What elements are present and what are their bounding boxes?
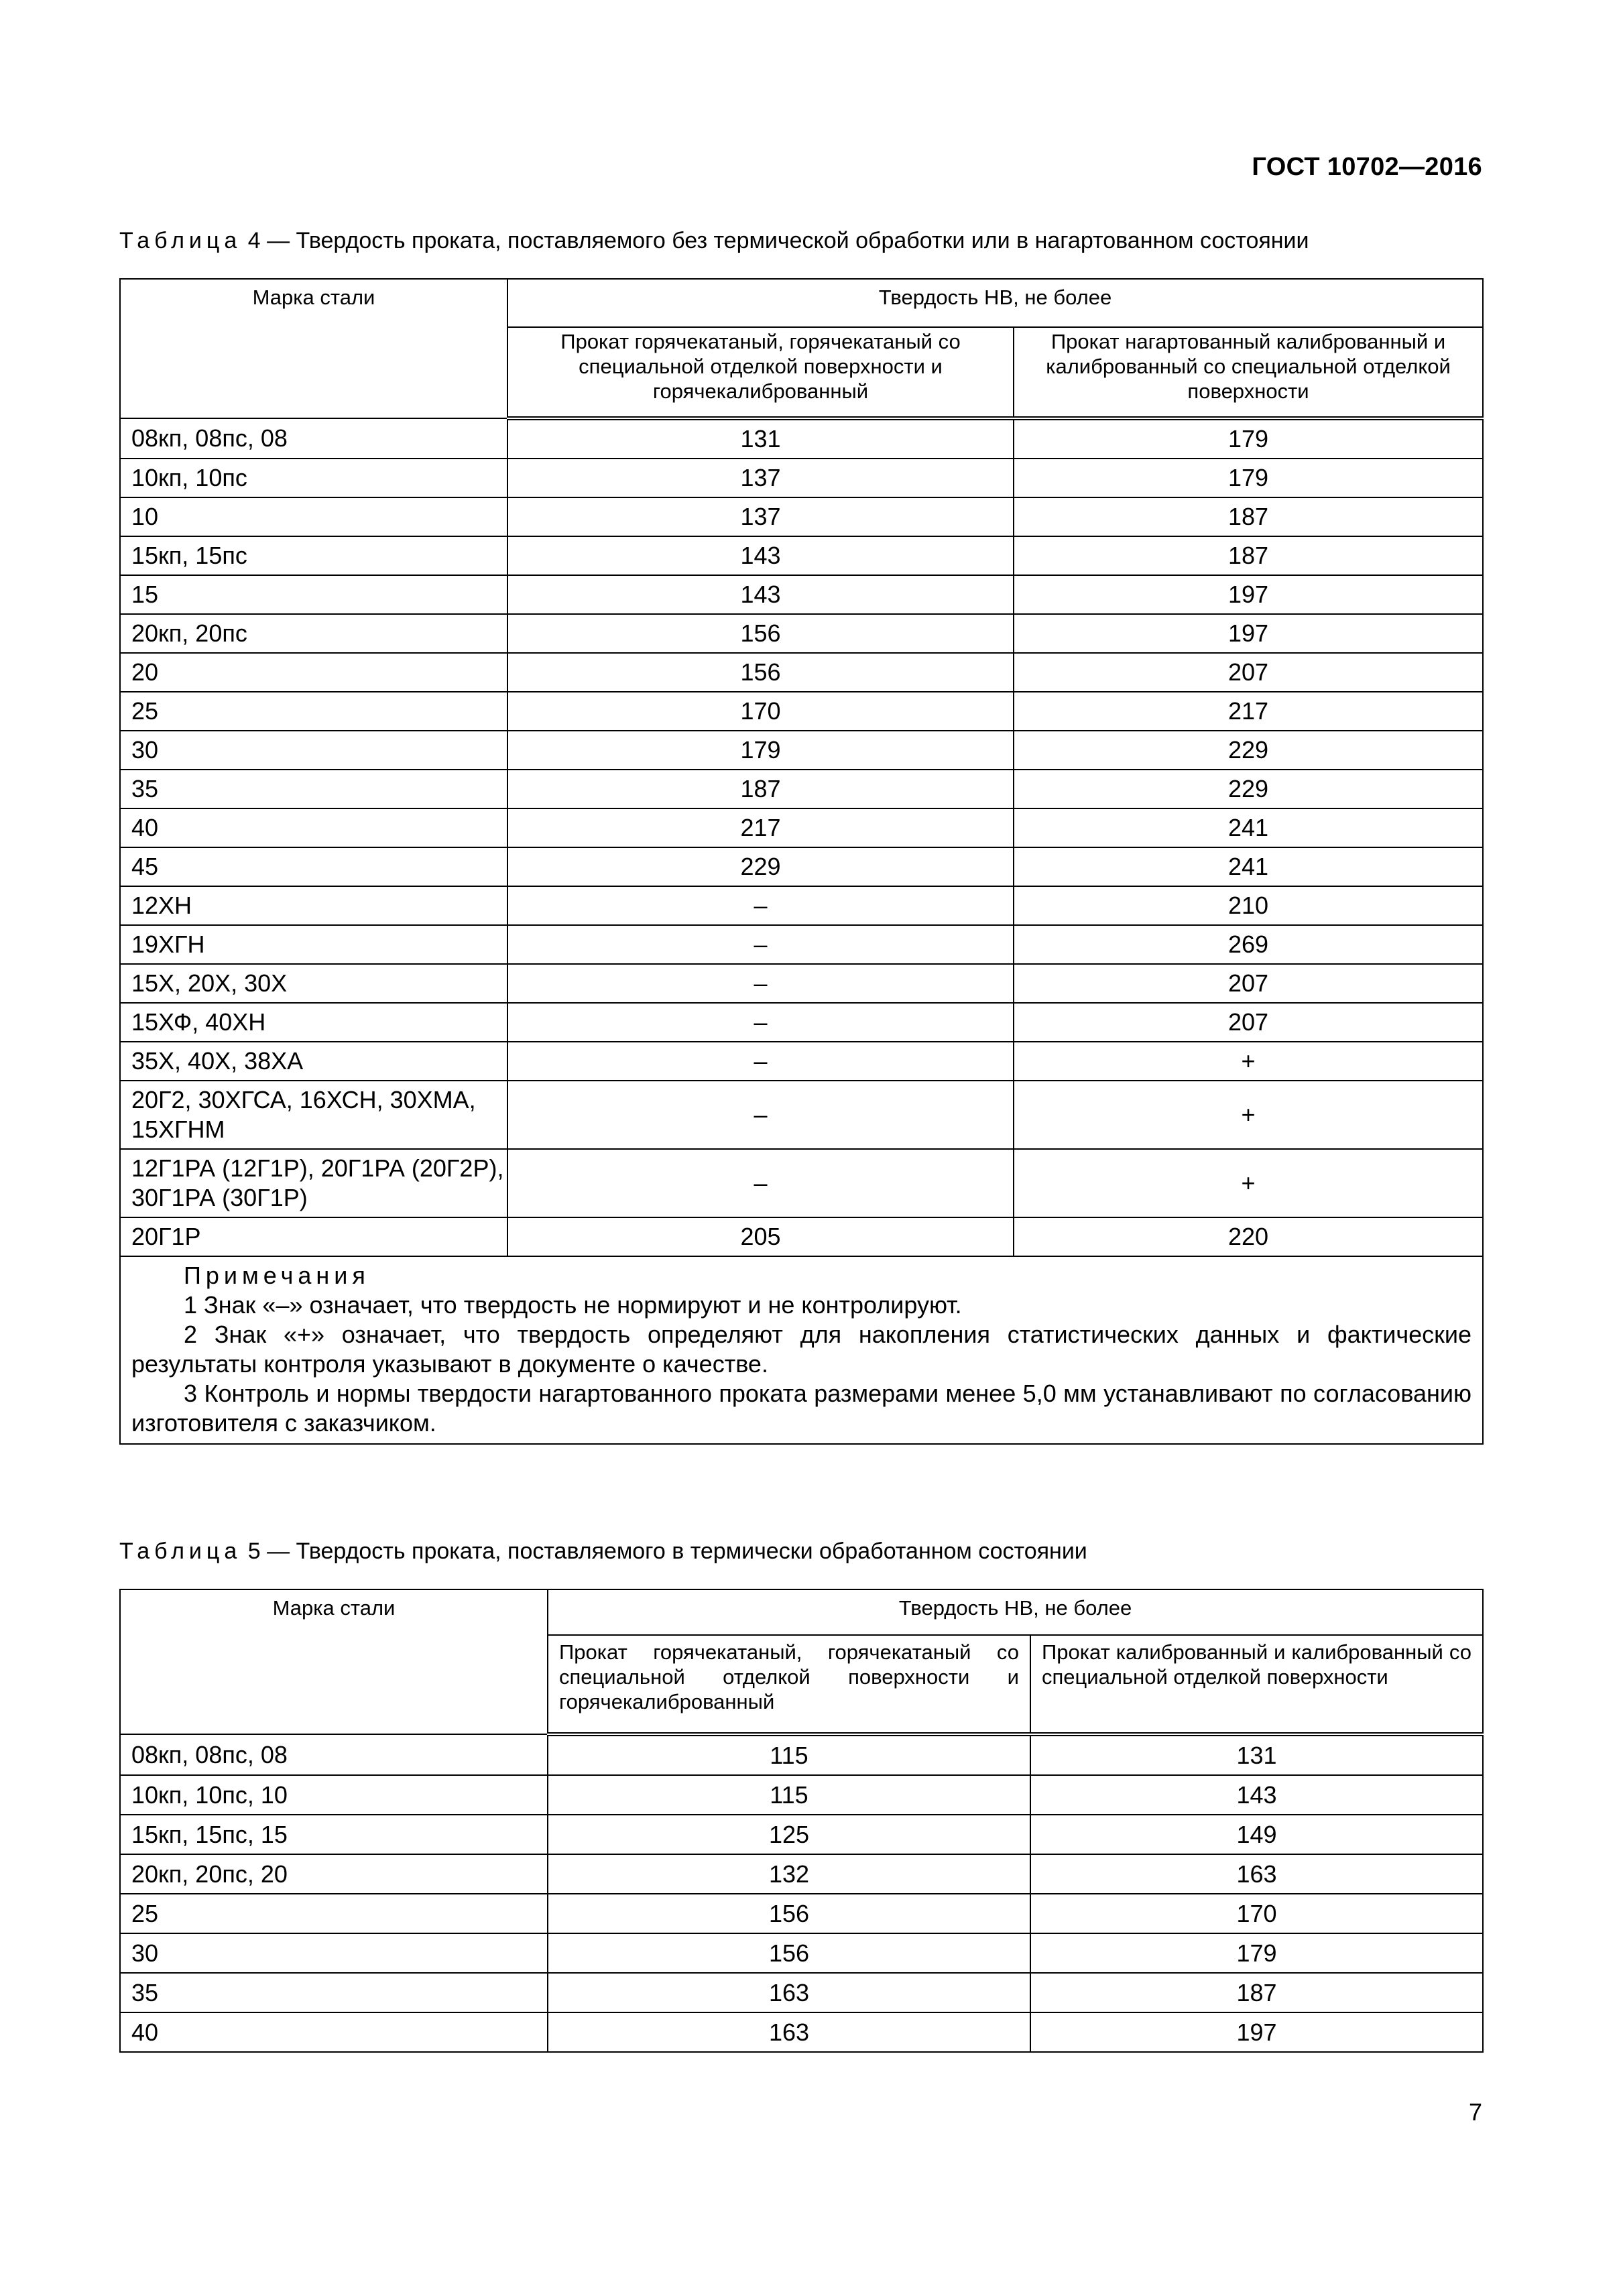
hardness-calibrated-cell: 179 (1014, 418, 1483, 459)
table4-row (120, 1149, 1483, 1217)
note-2: 2 Знак «+» означает, что твердость определяют для накопления статистических данных и фактические результаты контроля указывают в документе о качестве. (131, 1321, 1471, 1378)
steel-grade-cell: 10кп, 10пс, 10 (120, 1775, 548, 1815)
hardness-calibrated-cell: 269 (1014, 925, 1483, 964)
table5-row (120, 1815, 1483, 1854)
steel-grade-cell: 10кп, 10пс (120, 459, 507, 497)
table5-subheader-hot-rolled: Прокат горячекатаный, горячекатаный со специальной отделкой поверхности и горячекалиброванный (548, 1635, 1030, 1734)
table4-row (120, 497, 1483, 536)
steel-grade-cell: 45 (120, 847, 507, 886)
table4-notes-row (120, 1256, 1483, 1444)
hardness-hot-rolled-cell: 163 (548, 2012, 1030, 2052)
table4-row (120, 964, 1483, 1003)
hardness-calibrated-cell: 197 (1014, 614, 1483, 653)
hardness-calibrated-cell: + (1014, 1081, 1483, 1149)
steel-grade-cell: 20Г1Р (120, 1217, 507, 1256)
hardness-hot-rolled-cell: – (507, 1003, 1014, 1042)
hardness-calibrated-cell: 207 (1014, 964, 1483, 1003)
steel-grade-cell: 15кп, 15пс (120, 536, 507, 575)
hardness-hot-rolled-cell: 163 (548, 1973, 1030, 2012)
steel-grade-cell: 20кп, 20пс, 20 (120, 1854, 548, 1894)
hardness-hot-rolled-cell: 156 (548, 1894, 1030, 1933)
table5-header-grade: Марка стали (120, 1589, 548, 1734)
table4-subheader-calibrated: Прокат нагартованный калиброванный и калиброванный со специальной отделкой поверхности (1014, 327, 1483, 418)
hardness-calibrated-cell: 207 (1014, 653, 1483, 692)
hardness-hot-rolled-cell: – (507, 1081, 1014, 1149)
table4-notes (120, 1256, 1483, 1444)
hardness-hot-rolled-cell: 125 (548, 1815, 1030, 1854)
hardness-hot-rolled-cell: 115 (548, 1734, 1030, 1775)
hardness-hot-rolled-cell: 131 (507, 418, 1014, 459)
page-number: 7 (1468, 2098, 1482, 2126)
table5-subheader-calibrated: Прокат калиброванный и калиброванный со специальной отделкой поверхности (1030, 1635, 1483, 1734)
hardness-hot-rolled-cell: 229 (507, 847, 1014, 886)
table4-row (120, 418, 1483, 459)
table4-row (120, 886, 1483, 925)
hardness-hot-rolled-cell: – (507, 886, 1014, 925)
hardness-hot-rolled-cell: 179 (507, 731, 1014, 770)
steel-grade-cell: 15 (120, 575, 507, 614)
hardness-calibrated-cell: 131 (1030, 1734, 1483, 1775)
steel-grade-cell: 15кп, 15пс, 15 (120, 1815, 548, 1854)
table5-body (120, 1734, 1483, 2052)
steel-grade-cell: 12Г1РА (12Г1Р), 20Г1РА (20Г2Р), 30Г1РА (30Г1Р) (120, 1149, 507, 1217)
hardness-calibrated-cell: + (1014, 1042, 1483, 1081)
steel-grade-cell: 25 (120, 1894, 548, 1933)
hardness-calibrated-cell: + (1014, 1149, 1483, 1217)
hardness-calibrated-cell: 170 (1030, 1894, 1483, 1933)
table5-row (120, 1894, 1483, 1933)
table4 (119, 278, 1484, 1445)
table4-row (120, 1042, 1483, 1081)
table4-row (120, 614, 1483, 653)
table4-row (120, 536, 1483, 575)
hardness-calibrated-cell: 143 (1030, 1775, 1483, 1815)
steel-grade-cell: 25 (120, 692, 507, 731)
hardness-hot-rolled-cell: – (507, 1149, 1014, 1217)
steel-grade-cell: 40 (120, 808, 507, 847)
table4-row (120, 1003, 1483, 1042)
hardness-hot-rolled-cell: 217 (507, 808, 1014, 847)
document-code: ГОСТ 10702—2016 (1252, 153, 1482, 181)
steel-grade-cell: 19ХГН (120, 925, 507, 964)
hardness-calibrated-cell: 149 (1030, 1815, 1483, 1854)
steel-grade-cell: 35Х, 40Х, 38ХА (120, 1042, 507, 1081)
table5-caption-text: 5 — Твердость проката, поставляемого в термически обработанном состоянии (241, 1538, 1087, 1564)
table5-header-hardness: Твердость НВ, не более (548, 1589, 1483, 1635)
table4-row (120, 925, 1483, 964)
table5-row (120, 1854, 1483, 1894)
note-1: 1 Знак «–» означает, что твердость не нормируют и не контролируют. (184, 1291, 962, 1319)
table4-header-grade: Марка стали (120, 279, 507, 418)
steel-grade-cell: 40 (120, 2012, 548, 2052)
table4-row (120, 770, 1483, 808)
hardness-hot-rolled-cell: 170 (507, 692, 1014, 731)
hardness-calibrated-cell: 229 (1014, 731, 1483, 770)
hardness-hot-rolled-cell: 137 (507, 497, 1014, 536)
note-3: 3 Контроль и нормы твердости нагартованного проката размерами менее 5,0 мм устанавливают по согласованию изготовителя с заказчиком. (131, 1380, 1471, 1437)
hardness-hot-rolled-cell: 143 (507, 536, 1014, 575)
table4-body (120, 418, 1483, 1256)
table4-row (120, 459, 1483, 497)
table5-row (120, 1734, 1483, 1775)
table4-caption-word: Таблица (119, 228, 242, 253)
notes-title: Примечания (184, 1262, 370, 1289)
steel-grade-cell: 15ХФ, 40ХН (120, 1003, 507, 1042)
table5-row (120, 1775, 1483, 1815)
hardness-hot-rolled-cell: – (507, 925, 1014, 964)
table5-caption (119, 1538, 1087, 1565)
steel-grade-cell: 30 (120, 1933, 548, 1973)
hardness-hot-rolled-cell: 132 (548, 1854, 1030, 1894)
table4-row (120, 575, 1483, 614)
steel-grade-cell: 12ХН (120, 886, 507, 925)
hardness-calibrated-cell: 220 (1014, 1217, 1483, 1256)
hardness-hot-rolled-cell: 115 (548, 1775, 1030, 1815)
hardness-calibrated-cell: 210 (1014, 886, 1483, 925)
steel-grade-cell: 08кп, 08пс, 08 (120, 418, 507, 459)
hardness-calibrated-cell: 179 (1014, 459, 1483, 497)
table4-row (120, 1081, 1483, 1149)
hardness-calibrated-cell: 207 (1014, 1003, 1483, 1042)
table4-row (120, 808, 1483, 847)
table5-row (120, 2012, 1483, 2052)
steel-grade-cell: 35 (120, 1973, 548, 2012)
steel-grade-cell: 20 (120, 653, 507, 692)
hardness-hot-rolled-cell: 156 (548, 1933, 1030, 1973)
hardness-calibrated-cell: 187 (1030, 1973, 1483, 2012)
table4-header-hardness: Твердость НВ, не более (507, 279, 1483, 327)
hardness-hot-rolled-cell: – (507, 964, 1014, 1003)
table4-caption-text: 4 — Твердость проката, поставляемого без термической обработки или в нагартованном состоянии (241, 228, 1309, 253)
hardness-hot-rolled-cell: 156 (507, 614, 1014, 653)
table4-row (120, 1217, 1483, 1256)
table4-row (120, 653, 1483, 692)
hardness-calibrated-cell: 179 (1030, 1933, 1483, 1973)
steel-grade-cell: 30 (120, 731, 507, 770)
table4-subheader-hot-rolled: Прокат горячекатаный, горячекатаный со специальной отделкой поверхности и горячекалиброванный (507, 327, 1014, 418)
hardness-calibrated-cell: 197 (1014, 575, 1483, 614)
table5-row (120, 1933, 1483, 1973)
steel-grade-cell: 15Х, 20Х, 30Х (120, 964, 507, 1003)
table5-caption-word: Таблица (119, 1538, 242, 1564)
hardness-hot-rolled-cell: 143 (507, 575, 1014, 614)
hardness-calibrated-cell: 187 (1014, 536, 1483, 575)
hardness-calibrated-cell: 241 (1014, 847, 1483, 886)
hardness-calibrated-cell: 241 (1014, 808, 1483, 847)
steel-grade-cell: 20кп, 20пс (120, 614, 507, 653)
table5 (119, 1589, 1484, 2053)
steel-grade-cell: 10 (120, 497, 507, 536)
table4-row (120, 847, 1483, 886)
hardness-calibrated-cell: 197 (1030, 2012, 1483, 2052)
hardness-hot-rolled-cell: 187 (507, 770, 1014, 808)
hardness-hot-rolled-cell: 156 (507, 653, 1014, 692)
hardness-calibrated-cell: 229 (1014, 770, 1483, 808)
hardness-calibrated-cell: 163 (1030, 1854, 1483, 1894)
steel-grade-cell: 35 (120, 770, 507, 808)
hardness-hot-rolled-cell: – (507, 1042, 1014, 1081)
table4-row (120, 731, 1483, 770)
table4-row (120, 692, 1483, 731)
hardness-calibrated-cell: 187 (1014, 497, 1483, 536)
steel-grade-cell: 08кп, 08пс, 08 (120, 1734, 548, 1775)
table5-row (120, 1973, 1483, 2012)
hardness-hot-rolled-cell: 205 (507, 1217, 1014, 1256)
steel-grade-cell: 20Г2, 30ХГСА, 16ХСН, 30ХМА, 15ХГНМ (120, 1081, 507, 1149)
hardness-calibrated-cell: 217 (1014, 692, 1483, 731)
hardness-hot-rolled-cell: 137 (507, 459, 1014, 497)
table4-caption (119, 228, 1309, 254)
